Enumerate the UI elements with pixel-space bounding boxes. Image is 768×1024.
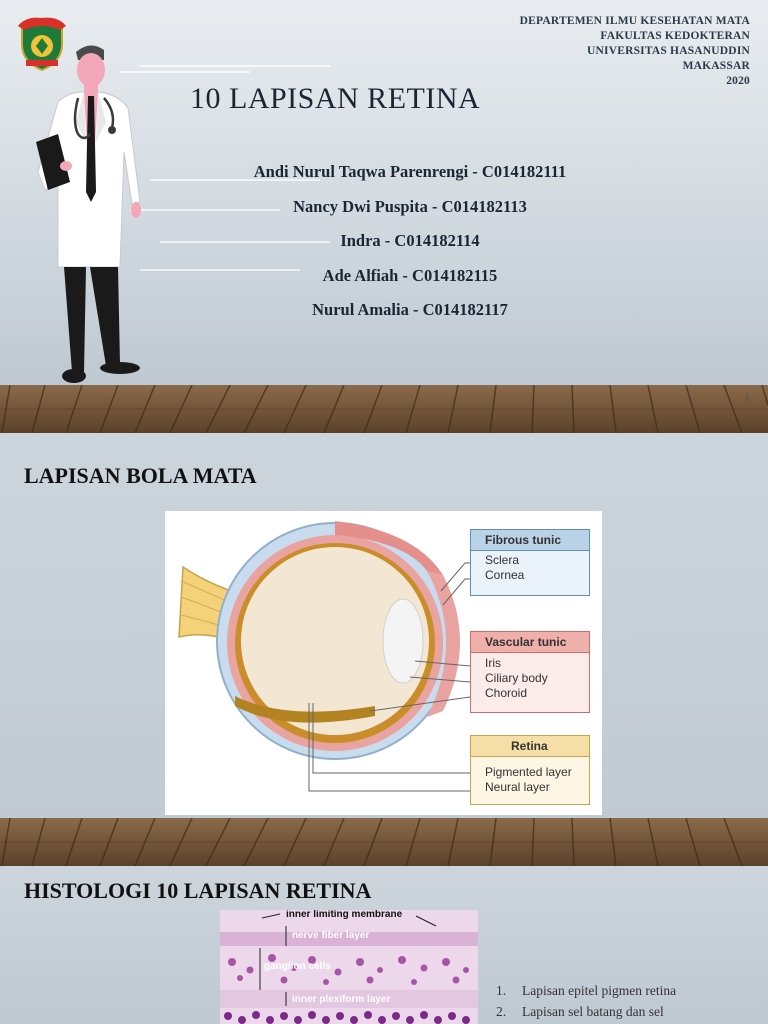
author-list xyxy=(200,155,620,328)
author-name: Andi Nurul Taqwa Parenrengi - C014182111 xyxy=(253,162,567,181)
fibrous-tunic-box xyxy=(470,529,590,596)
eye-layers-slide xyxy=(0,433,768,866)
department-line: UNIVERSITAS HASANUDDIN xyxy=(587,45,750,57)
list-text: Lapisan epitel pigmen retina xyxy=(522,983,677,998)
diagram-label: Sclera xyxy=(485,553,520,567)
slide-number: 1 xyxy=(744,392,750,404)
retina-layer-list xyxy=(496,980,676,1022)
wood-floor xyxy=(0,818,768,866)
retina-histology-image xyxy=(220,910,478,1024)
histology-label: ganglion cells xyxy=(264,961,331,972)
histology-label: inner plexiform layer xyxy=(292,994,391,1005)
author-name: Nancy Dwi Puspita - C014182113 xyxy=(293,196,527,216)
diagram-label: Ciliary body xyxy=(485,671,548,685)
diagram-label: Choroid xyxy=(485,686,528,700)
list-item xyxy=(496,980,676,1001)
slide-heading: HISTOLOGI 10 LAPISAN RETINA xyxy=(24,878,372,903)
slide-heading: LAPISAN BOLA MATA xyxy=(24,463,257,488)
doctor-illustration xyxy=(28,42,148,387)
list-number: 1. xyxy=(496,983,507,998)
histology-label: nerve fiber layer xyxy=(292,930,370,941)
list-item xyxy=(496,1001,676,1022)
fibrous-tunic-title: Fibrous tunic xyxy=(471,530,589,551)
wood-floor xyxy=(0,385,768,433)
diagram-label: Cornea xyxy=(485,568,525,582)
histology-slide xyxy=(0,866,768,1024)
author-name: Nurul Amalia - C014182117 xyxy=(312,300,508,319)
list-number: 2. xyxy=(496,1004,507,1019)
department-line: MAKASSAR xyxy=(682,60,750,72)
histology-label: inner limiting membrane xyxy=(286,910,403,920)
slide-title: 10 LAPISAN RETINA xyxy=(190,82,481,115)
vascular-tunic-box xyxy=(470,631,590,713)
diagram-label: Pigmented layer xyxy=(485,765,572,779)
author-name: Ade Alfiah - C014182115 xyxy=(322,265,498,285)
department-block xyxy=(520,14,750,89)
title-slide xyxy=(0,0,768,433)
retina-title: Retina xyxy=(471,736,589,757)
list-text: Lapisan sel batang dan sel xyxy=(522,1004,664,1019)
diagram-label: Neural layer xyxy=(485,780,550,794)
vascular-tunic-title: Vascular tunic xyxy=(471,632,589,653)
eyeball-diagram xyxy=(165,511,602,815)
department-line: DEPARTEMEN ILMU KESEHATAN MATA xyxy=(519,15,750,27)
department-line: 2020 xyxy=(726,75,750,87)
department-line: FAKULTAS KEDOKTERAN xyxy=(600,30,750,42)
author-name: Indra - C014182114 xyxy=(340,231,480,250)
diagram-label: Iris xyxy=(485,656,501,670)
retina-box xyxy=(470,735,590,805)
